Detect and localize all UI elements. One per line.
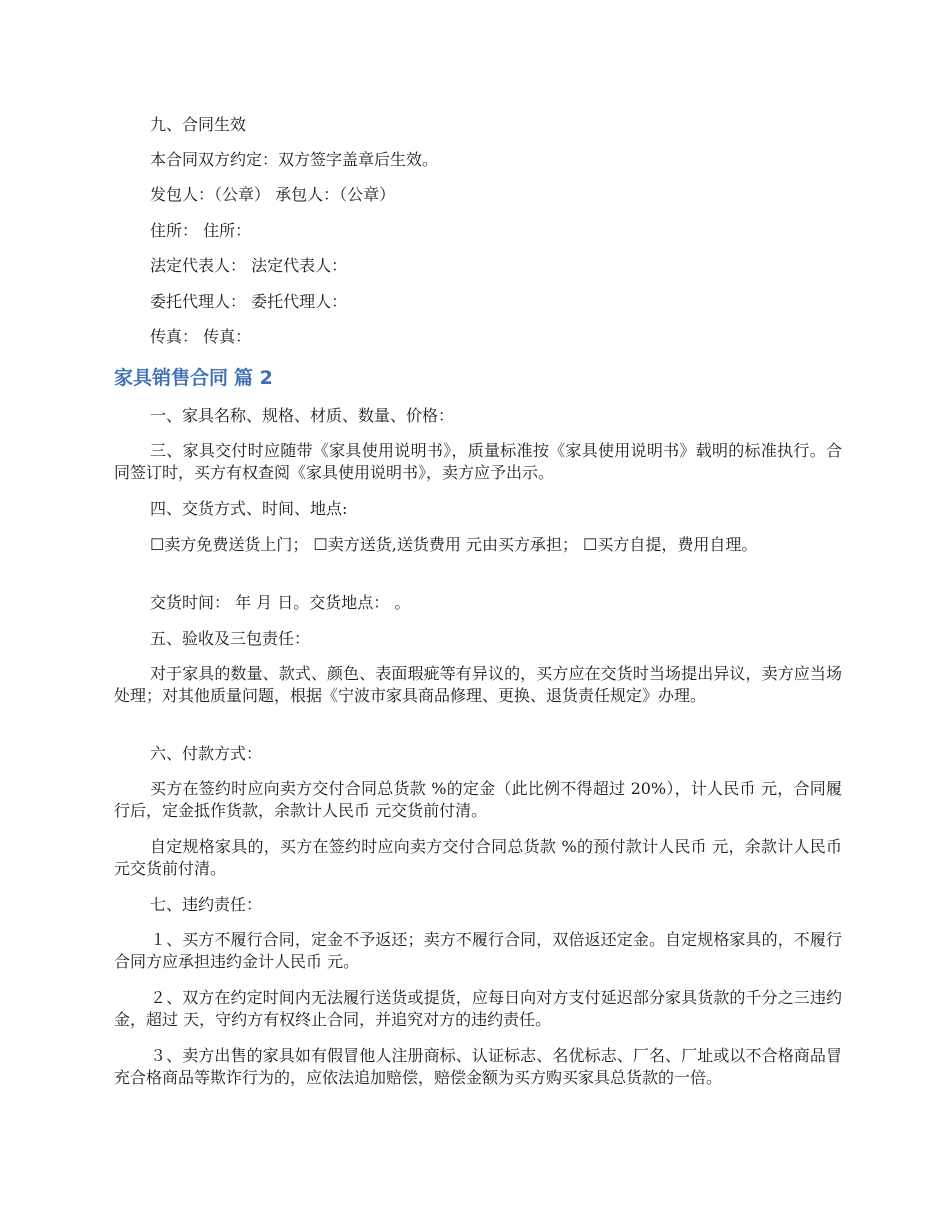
contract-heading (114, 366, 273, 390)
delivery-options: ☐卖方免费送货上门； ☐卖方送货,送货费用 元由买方承担； ☐买方自提，费用自理。 (150, 535, 758, 554)
deposit-text: 买方在签约时应向卖方交付合同总货款 %的定金（此比例不得超过 20%），计人民币 元，合同履行后，定金抵作货款，余款计人民币 元交货前付清。 (114, 779, 842, 820)
clause-7-title: 七、违约责任： (150, 895, 263, 914)
clause-3-text: 三、家具交付时应随带《家具使用说明书》，质量标准按《家具使用说明书》载明的标准执行。合同签订时，买方有权查阅《家具使用说明书》，卖方应予出示。 (114, 441, 842, 482)
address-line: 住所： 住所： (150, 221, 252, 240)
clause-5-title: 五、验收及三包责任： (150, 629, 311, 648)
signatory-line: 发包人：（公章） 承包人：（公章） (150, 185, 396, 204)
delivery-time-place: 交货时间： 年 月 日。交货地点： 。 (150, 593, 411, 612)
section-nine-title: 九、合同生效 (150, 115, 247, 134)
legal-rep-line: 法定代表人： 法定代表人： (150, 256, 348, 275)
effective-clause: 本合同双方约定：双方签字盖章后生效。 (150, 150, 439, 169)
fax-line: 传真： 传真： (150, 327, 252, 346)
contract-heading-title: 家具销售合同 (114, 367, 229, 389)
prepayment-text: 自定规格家具的，买方在签约时应向卖方交付合同总货款 %的预付款计人民币 元，余款计人民币 元交货前付清。 (114, 837, 842, 878)
clause-5-text: 对于家具的数量、款式、颜色、表面瑕疵等有异议的，买方应在交货时当场提出异议，卖方应当场处理；对其他质量问题，根据《宁波市家具商品修理、更换、退货责任规定》办理。 (114, 664, 842, 705)
agent-line: 委托代理人： 委托代理人： (150, 292, 348, 311)
breach-item-3: ３、卖方出售的家具如有假冒他人注册商标、认证标志、名优标志、厂名、厂址或以不合格商品冒充合格商品等欺诈行为的，应依法追加赔偿，赔偿金额为买方购买家具总货款的一倍。 (114, 1046, 842, 1087)
clause-4-title: 四、交货方式、时间、地点: (150, 499, 348, 518)
contract-heading-suffix: 篇 2 (234, 367, 273, 389)
clause-6-title: 六、付款方式： (150, 744, 263, 763)
breach-item-1: １、买方不履行合同，定金不予返还；卖方不履行合同，双倍返还定金。自定规格家具的，不履行合同方应承担违约金计人民币 元。 (114, 930, 842, 971)
clause-1-title: 一、家具名称、规格、材质、数量、价格： (150, 406, 455, 425)
breach-item-2: ２、双方在约定时间内无法履行送货或提货，应每日向对方支付延迟部分家具货款的千分之三违约金，超过 天，守约方有权终止合同，并追究对方的违约责任。 (114, 988, 842, 1029)
